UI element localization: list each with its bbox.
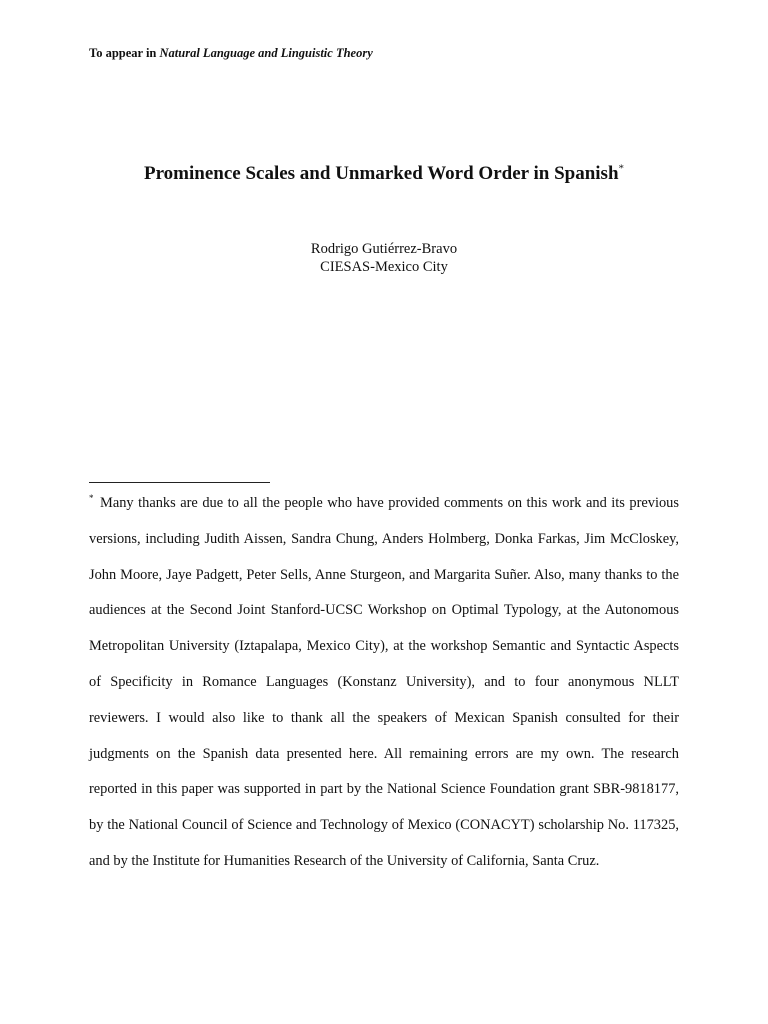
author-name: Rodrigo Gutiérrez-Bravo (310, 241, 458, 257)
paper-title-text: Prominence Scales and Unmarked Word Order in Spanish (143, 163, 619, 184)
acknowledgment-footnote (89, 486, 679, 880)
author-affiliation: CIESAS-Mexico City (320, 259, 448, 275)
paper-title (0, 163, 768, 185)
running-head-prefix: To appear in (89, 46, 157, 60)
running-head (89, 46, 373, 61)
footnote-text: Many thanks are due to all the people who have provided comments on this work and its previous versions, including Judith Aissen, Sandra Chung, Anders Holmberg, Donka Farkas, Jim McCloskey, John Moore, Jaye Padgett, Peter Sells, Anne Sturgeon, and Margarita Suñer. Also, many thanks to the audiences at the Second Joint Stanford-UCSC Workshop on Optimal Typology, at the Autonomous Metropolitan University (Iztapalapa, Mexico City), at the workshop Semantic and Syntactic Aspects of Specificity in Romance Languages (Konstanz University), and to four anonymous NLLT reviewers. I would also like to thank all the speakers of Mexican Spanish consulted for their judgments on the Spanish data presented here. All remaining errors are my own. The research reported in this paper was supported in part by the National Science Foundation grant SBR-9818177, by the National Council of Science and Technology of Mexico (CONACYT) scholarship No. 117325, and by the Institute for Humanities Research of the University of California, Santa Cruz. (89, 495, 679, 869)
footnote-divider (89, 482, 270, 483)
footnote-mark: * (89, 493, 94, 504)
title-footnote-mark: * (618, 162, 625, 175)
author-block (0, 240, 768, 276)
journal-name: Natural Language and Linguistic Theory (159, 46, 373, 60)
